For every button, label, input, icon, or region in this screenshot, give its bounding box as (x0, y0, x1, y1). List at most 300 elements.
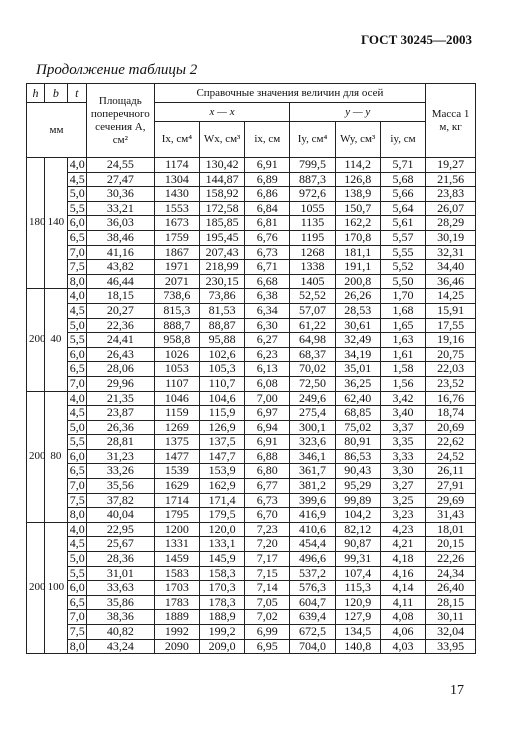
iy-moment-cell: 300,1 (290, 420, 335, 435)
iy-moment-cell: 410,6 (290, 522, 335, 537)
ix-radius-cell: 6,77 (245, 479, 290, 494)
ix-radius-cell: 6,86 (245, 187, 290, 202)
iy-moment-cell: 57,07 (290, 303, 335, 318)
wy-modulus-cell: 32,49 (335, 333, 380, 348)
thickness-cell: 4,0 (67, 522, 86, 537)
iy-moment-cell: 72,50 (290, 376, 335, 391)
area-cell: 26,36 (86, 420, 154, 435)
mass-cell: 30,11 (426, 610, 476, 625)
iy-radius-cell: 3,35 (380, 435, 425, 450)
iy-moment-cell: 399,6 (290, 493, 335, 508)
mass-cell: 23,83 (426, 187, 476, 202)
iy-radius-cell: 3,23 (380, 508, 425, 523)
section-group (27, 391, 476, 522)
wx-modulus-cell: 126,9 (199, 420, 244, 435)
thickness-cell: 4,5 (67, 406, 86, 421)
column-h-header: h (27, 84, 45, 103)
iy-radius-cell: 5,66 (380, 187, 425, 202)
iy-radius-cell: 4,06 (380, 625, 425, 640)
wy-modulus-cell: 86,53 (335, 449, 380, 464)
ix-radius-cell: 7,15 (245, 566, 290, 581)
thickness-cell: 7,5 (67, 493, 86, 508)
table-row (27, 435, 476, 450)
ix-moment-cell: 1331 (154, 537, 199, 552)
iy-radius-cell: 4,21 (380, 537, 425, 552)
area-cell: 25,67 (86, 537, 154, 552)
table-row (27, 449, 476, 464)
thickness-cell: 4,0 (67, 158, 86, 173)
area-cell: 24,55 (86, 158, 154, 173)
table-row (27, 362, 476, 377)
wx-modulus-cell: 81,53 (199, 303, 244, 318)
iy-moment-cell: 381,2 (290, 479, 335, 494)
ix-moment-cell: 1783 (154, 595, 199, 610)
mass-cell: 28,29 (426, 216, 476, 231)
area-cell: 29,96 (86, 376, 154, 391)
ix-radius-cell: 7,17 (245, 552, 290, 567)
iy-radius-cell: 3,40 (380, 406, 425, 421)
thickness-cell: 5,0 (67, 552, 86, 567)
mass-cell: 20,69 (426, 420, 476, 435)
wx-modulus-cell: 195,45 (199, 230, 244, 245)
thickness-cell: 6,5 (67, 362, 86, 377)
ix-moment-cell: 1107 (154, 376, 199, 391)
thickness-cell: 4,0 (67, 289, 86, 304)
thickness-cell: 5,5 (67, 566, 86, 581)
mass-cell: 17,55 (426, 318, 476, 333)
area-cell: 23,87 (86, 406, 154, 421)
mass-cell: 22,62 (426, 435, 476, 450)
area-cell: 31,23 (86, 449, 154, 464)
area-cell: 35,56 (86, 479, 154, 494)
iy-moment-cell: 70,02 (290, 362, 335, 377)
ix-moment-cell: 1159 (154, 406, 199, 421)
wy-modulus-cell: 28,53 (335, 303, 380, 318)
area-cell: 36,03 (86, 216, 154, 231)
iy-moment-cell: 52,52 (290, 289, 335, 304)
area-cell: 20,27 (86, 303, 154, 318)
ix-radius-header: ix, см (245, 122, 290, 158)
iy-moment-cell: 361,7 (290, 464, 335, 479)
ix-radius-cell: 6,27 (245, 333, 290, 348)
thickness-cell: 7,0 (67, 245, 86, 260)
table-row (27, 274, 476, 289)
table-row (27, 245, 476, 260)
iy-moment-cell: 61,22 (290, 318, 335, 333)
iy-moment-cell: 639,4 (290, 610, 335, 625)
table-row (27, 522, 476, 537)
wy-modulus-cell: 200,8 (335, 274, 380, 289)
thickness-cell: 6,5 (67, 595, 86, 610)
thickness-cell: 7,0 (67, 376, 86, 391)
ix-moment-cell: 1583 (154, 566, 199, 581)
wx-modulus-cell: 188,9 (199, 610, 244, 625)
axis-x-header: x — x (154, 103, 290, 122)
iy-radius-cell: 4,16 (380, 566, 425, 581)
wx-modulus-cell: 110,7 (199, 376, 244, 391)
ix-moment-cell: 1269 (154, 420, 199, 435)
wy-modulus-cell: 68,85 (335, 406, 380, 421)
wy-modulus-cell: 127,9 (335, 610, 380, 625)
thickness-cell: 4,5 (67, 303, 86, 318)
ix-radius-cell: 6,84 (245, 201, 290, 216)
iy-moment-cell: 346,1 (290, 449, 335, 464)
wy-modulus-cell: 150,7 (335, 201, 380, 216)
table-row (27, 318, 476, 333)
wx-modulus-cell: 105,3 (199, 362, 244, 377)
mass-cell: 22,03 (426, 362, 476, 377)
ix-radius-cell: 6,97 (245, 406, 290, 421)
thickness-cell: 8,0 (67, 639, 86, 654)
area-cell: 28,81 (86, 435, 154, 450)
ix-radius-cell: 6,68 (245, 274, 290, 289)
area-cell: 35,86 (86, 595, 154, 610)
table-row (27, 595, 476, 610)
ix-moment-cell: 1629 (154, 479, 199, 494)
wx-modulus-cell: 158,3 (199, 566, 244, 581)
area-cell: 21,35 (86, 391, 154, 406)
wy-modulus-cell: 138,9 (335, 187, 380, 202)
iy-moment-cell: 887,3 (290, 172, 335, 187)
ix-radius-cell: 6,94 (245, 420, 290, 435)
table-row (27, 187, 476, 202)
ix-moment-cell: 1539 (154, 464, 199, 479)
ix-moment-cell: 1459 (154, 552, 199, 567)
wy-modulus-cell: 62,40 (335, 391, 380, 406)
ix-moment-cell: 1477 (154, 449, 199, 464)
ix-radius-cell: 6,08 (245, 376, 290, 391)
wx-modulus-cell: 158,92 (199, 187, 244, 202)
ix-radius-cell: 6,81 (245, 216, 290, 231)
ix-radius-cell: 6,88 (245, 449, 290, 464)
iy-radius-cell: 3,30 (380, 464, 425, 479)
thickness-cell: 5,5 (67, 333, 86, 348)
mass-cell: 36,46 (426, 274, 476, 289)
mass-cell: 22,26 (426, 552, 476, 567)
area-cell: 33,63 (86, 581, 154, 596)
iy-radius-cell: 5,68 (380, 172, 425, 187)
wy-modulus-cell: 99,89 (335, 493, 380, 508)
iy-moment-cell: 704,0 (290, 639, 335, 654)
ix-radius-cell: 6,89 (245, 172, 290, 187)
area-cell: 22,95 (86, 522, 154, 537)
mass-cell: 14,25 (426, 289, 476, 304)
wx-modulus-cell: 88,87 (199, 318, 244, 333)
ix-radius-cell: 7,00 (245, 391, 290, 406)
width-cell: 140 (45, 158, 68, 289)
ix-moment-cell: 1375 (154, 435, 199, 450)
wx-modulus-cell: 95,88 (199, 333, 244, 348)
area-cell: 18,15 (86, 289, 154, 304)
wy-modulus-cell: 120,9 (335, 595, 380, 610)
iy-moment-cell: 1268 (290, 245, 335, 260)
iy-radius-cell: 5,57 (380, 230, 425, 245)
section-group (27, 522, 476, 653)
iy-moment-cell: 604,7 (290, 595, 335, 610)
iy-radius-cell: 4,08 (380, 610, 425, 625)
area-header: Площадь поперечного сечения A, см² (86, 84, 154, 158)
wy-modulus-cell: 170,8 (335, 230, 380, 245)
wy-modulus-cell: 134,5 (335, 625, 380, 640)
ix-moment-cell: 1992 (154, 625, 199, 640)
iy-radius-cell: 5,50 (380, 274, 425, 289)
iy-moment-header: Iy, см⁴ (290, 122, 335, 158)
ix-radius-cell: 7,23 (245, 522, 290, 537)
area-cell: 43,82 (86, 260, 154, 275)
ix-moment-cell: 815,3 (154, 303, 199, 318)
wy-modulus-cell: 34,19 (335, 347, 380, 362)
iy-moment-cell: 672,5 (290, 625, 335, 640)
iy-radius-cell: 1,70 (380, 289, 425, 304)
area-cell: 40,82 (86, 625, 154, 640)
wx-modulus-cell: 104,6 (199, 391, 244, 406)
wx-modulus-cell: 147,7 (199, 449, 244, 464)
ix-moment-cell: 888,7 (154, 318, 199, 333)
mass-cell: 29,69 (426, 493, 476, 508)
area-cell: 28,06 (86, 362, 154, 377)
iy-moment-cell: 249,6 (290, 391, 335, 406)
thickness-cell: 4,5 (67, 172, 86, 187)
height-cell: 200 (27, 289, 45, 391)
height-cell: 180 (27, 158, 45, 289)
iy-moment-cell: 64,98 (290, 333, 335, 348)
ix-radius-cell: 6,30 (245, 318, 290, 333)
ix-radius-cell: 6,38 (245, 289, 290, 304)
table-row (27, 230, 476, 245)
thickness-cell: 6,0 (67, 347, 86, 362)
wx-modulus-cell: 133,1 (199, 537, 244, 552)
iy-radius-cell: 5,61 (380, 216, 425, 231)
ix-radius-cell: 6,70 (245, 508, 290, 523)
mass-cell: 32,04 (426, 625, 476, 640)
wx-modulus-cell: 179,5 (199, 508, 244, 523)
area-cell: 24,41 (86, 333, 154, 348)
ix-moment-cell: 1759 (154, 230, 199, 245)
ix-radius-cell: 6,13 (245, 362, 290, 377)
wy-modulus-cell: 36,25 (335, 376, 380, 391)
mass-cell: 16,76 (426, 391, 476, 406)
ix-radius-cell: 6,76 (245, 230, 290, 245)
iy-radius-cell: 1,63 (380, 333, 425, 348)
iy-moment-cell: 576,3 (290, 581, 335, 596)
iy-moment-cell: 454,4 (290, 537, 335, 552)
table-row (27, 391, 476, 406)
iy-moment-cell: 537,2 (290, 566, 335, 581)
wx-modulus-cell: 153,9 (199, 464, 244, 479)
thickness-cell: 8,0 (67, 274, 86, 289)
thickness-cell: 6,5 (67, 464, 86, 479)
ix-moment-cell: 1889 (154, 610, 199, 625)
ix-moment-cell: 1673 (154, 216, 199, 231)
mass-cell: 21,56 (426, 172, 476, 187)
wx-modulus-cell: 185,85 (199, 216, 244, 231)
table-row (27, 581, 476, 596)
table-row (27, 508, 476, 523)
table-row (27, 610, 476, 625)
iy-moment-cell: 1405 (290, 274, 335, 289)
table-row (27, 464, 476, 479)
ix-radius-cell: 6,73 (245, 493, 290, 508)
table-row (27, 158, 476, 173)
ix-radius-cell: 6,99 (245, 625, 290, 640)
wy-modulus-cell: 75,02 (335, 420, 380, 435)
wx-modulus-cell: 209,0 (199, 639, 244, 654)
wx-modulus-cell: 170,3 (199, 581, 244, 596)
ix-moment-cell: 2071 (154, 274, 199, 289)
iy-radius-cell: 3,27 (380, 479, 425, 494)
table-row (27, 566, 476, 581)
ix-moment-cell: 1174 (154, 158, 199, 173)
section-group (27, 158, 476, 289)
wy-modulus-cell: 26,26 (335, 289, 380, 304)
iy-moment-cell: 323,6 (290, 435, 335, 450)
table-row (27, 376, 476, 391)
ix-moment-cell: 1867 (154, 245, 199, 260)
mass-cell: 28,15 (426, 595, 476, 610)
thickness-cell: 7,5 (67, 260, 86, 275)
ix-radius-cell: 6,71 (245, 260, 290, 275)
thickness-cell: 5,5 (67, 435, 86, 450)
iy-moment-cell: 1135 (290, 216, 335, 231)
thickness-cell: 4,0 (67, 391, 86, 406)
ix-radius-cell: 6,34 (245, 303, 290, 318)
thickness-cell: 4,5 (67, 537, 86, 552)
thickness-cell: 5,5 (67, 201, 86, 216)
mass-header: Масса 1 м, кг (426, 84, 476, 158)
mass-cell: 20,15 (426, 537, 476, 552)
wy-modulus-cell: 191,1 (335, 260, 380, 275)
table-row (27, 303, 476, 318)
ix-moment-cell: 2090 (154, 639, 199, 654)
iy-radius-cell: 4,03 (380, 639, 425, 654)
ix-radius-cell: 6,23 (245, 347, 290, 362)
wy-modulus-cell: 95,29 (335, 479, 380, 494)
wy-modulus-cell: 80,91 (335, 435, 380, 450)
iy-moment-cell: 68,37 (290, 347, 335, 362)
ix-radius-cell: 7,05 (245, 595, 290, 610)
iy-radius-cell: 5,55 (380, 245, 425, 260)
document-code: ГОСТ 30245—2003 (360, 32, 472, 47)
reference-values-header: Справочные значения величин для осей (154, 84, 425, 103)
wx-modulus-cell: 199,2 (199, 625, 244, 640)
iy-moment-cell: 1055 (290, 201, 335, 216)
ix-radius-cell: 6,73 (245, 245, 290, 260)
wy-modulus-cell: 90,87 (335, 537, 380, 552)
table-row (27, 537, 476, 552)
iy-radius-cell: 3,25 (380, 493, 425, 508)
ix-moment-cell: 1200 (154, 522, 199, 537)
ix-moment-cell: 1703 (154, 581, 199, 596)
wx-modulus-header: Wx, см³ (199, 122, 244, 158)
area-cell: 26,43 (86, 347, 154, 362)
mass-cell: 23,52 (426, 376, 476, 391)
mass-cell: 32,31 (426, 245, 476, 260)
ix-radius-cell: 7,14 (245, 581, 290, 596)
data-table (26, 83, 476, 654)
thickness-cell: 7,0 (67, 610, 86, 625)
ix-moment-cell: 1430 (154, 187, 199, 202)
table-row (27, 639, 476, 654)
mass-cell: 33,95 (426, 639, 476, 654)
table-caption: Продолжение таблицы 2 (36, 62, 198, 78)
area-cell: 43,24 (86, 639, 154, 654)
ix-moment-cell: 1714 (154, 493, 199, 508)
wy-modulus-cell: 30,61 (335, 318, 380, 333)
table-row (27, 552, 476, 567)
table-row (27, 201, 476, 216)
mass-cell: 19,27 (426, 158, 476, 173)
area-cell: 28,36 (86, 552, 154, 567)
wy-modulus-cell: 126,8 (335, 172, 380, 187)
iy-radius-cell: 1,61 (380, 347, 425, 362)
wy-modulus-cell: 104,2 (335, 508, 380, 523)
ix-radius-cell: 6,95 (245, 639, 290, 654)
width-cell: 40 (45, 289, 68, 391)
iy-moment-cell: 275,4 (290, 406, 335, 421)
area-cell: 38,46 (86, 230, 154, 245)
thickness-cell: 7,5 (67, 625, 86, 640)
wy-modulus-cell: 82,12 (335, 522, 380, 537)
wy-modulus-cell: 115,3 (335, 581, 380, 596)
iy-radius-cell: 3,33 (380, 449, 425, 464)
iy-radius-cell: 5,52 (380, 260, 425, 275)
table-row (27, 493, 476, 508)
mass-cell: 26,11 (426, 464, 476, 479)
thickness-cell: 6,0 (67, 216, 86, 231)
mass-cell: 26,07 (426, 201, 476, 216)
wx-modulus-cell: 137,5 (199, 435, 244, 450)
table-row (27, 406, 476, 421)
wx-modulus-cell: 102,6 (199, 347, 244, 362)
wx-modulus-cell: 207,43 (199, 245, 244, 260)
mass-cell: 20,75 (426, 347, 476, 362)
ix-radius-cell: 7,02 (245, 610, 290, 625)
mass-cell: 27,91 (426, 479, 476, 494)
iy-radius-cell: 5,71 (380, 158, 425, 173)
iy-radius-cell: 4,11 (380, 595, 425, 610)
iy-radius-header: iy, см (380, 122, 425, 158)
ix-moment-cell: 958,8 (154, 333, 199, 348)
iy-radius-cell: 5,64 (380, 201, 425, 216)
ix-moment-cell: 1553 (154, 201, 199, 216)
axis-y-header: y — y (290, 103, 426, 122)
mass-cell: 34,40 (426, 260, 476, 275)
area-cell: 46,44 (86, 274, 154, 289)
table-row (27, 333, 476, 348)
wy-modulus-cell: 90,43 (335, 464, 380, 479)
thickness-cell: 8,0 (67, 508, 86, 523)
ix-moment-cell: 1046 (154, 391, 199, 406)
mass-cell: 24,52 (426, 449, 476, 464)
ix-moment-cell: 1795 (154, 508, 199, 523)
area-cell: 22,36 (86, 318, 154, 333)
column-b-header: b (45, 84, 68, 103)
table-row (27, 260, 476, 275)
iy-radius-cell: 4,18 (380, 552, 425, 567)
height-cell: 200 (27, 522, 45, 653)
iy-moment-cell: 496,6 (290, 552, 335, 567)
wx-modulus-cell: 145,9 (199, 552, 244, 567)
iy-moment-cell: 972,6 (290, 187, 335, 202)
wx-modulus-cell: 218,99 (199, 260, 244, 275)
wy-modulus-cell: 107,4 (335, 566, 380, 581)
table-row (27, 216, 476, 231)
ix-radius-cell: 6,91 (245, 158, 290, 173)
iy-radius-cell: 3,42 (380, 391, 425, 406)
wx-modulus-cell: 162,9 (199, 479, 244, 494)
mass-cell: 19,16 (426, 333, 476, 348)
iy-radius-cell: 3,37 (380, 420, 425, 435)
